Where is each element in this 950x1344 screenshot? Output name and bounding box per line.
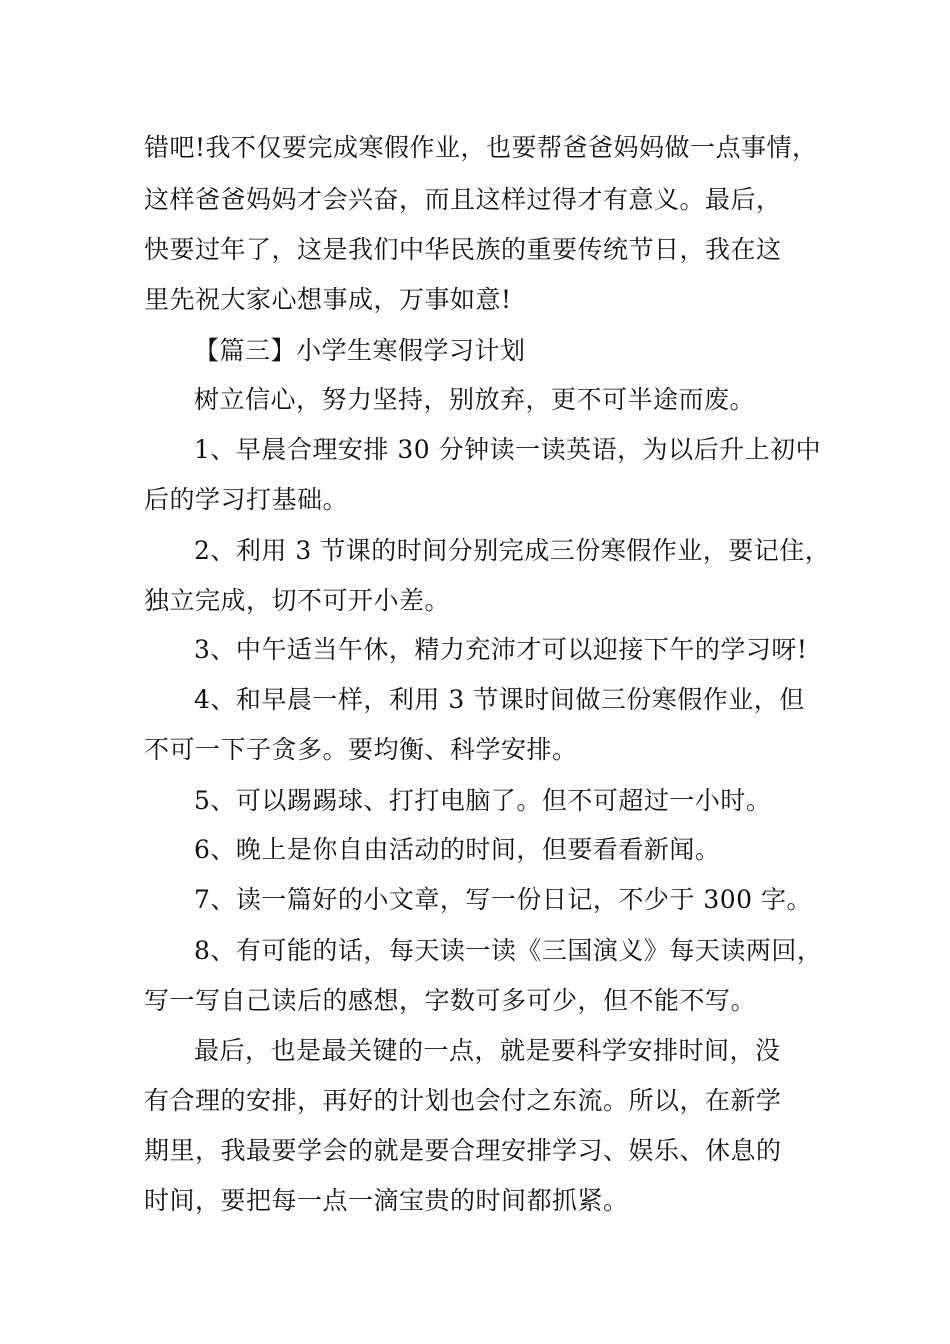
list-item: 7、读一篇好的小文章，写一份日记，不少于 300 字。 — [194, 885, 813, 914]
list-item: 6、晚上是你自由活动的时间，但要看看新闻。 — [194, 835, 721, 864]
text-line: 写一写自己读后的感想，字数可多可少，但不能不写。 — [144, 986, 757, 1015]
text-line: 里先祝大家心想事成，万事如意! — [144, 285, 512, 314]
text-line: 有合理的安排，再好的计划也会付之东流。所以，在新学 — [144, 1086, 782, 1115]
list-item: 1、早晨合理安排 30 分钟读一读英语，为以后升上初中 — [194, 435, 822, 464]
text-line: 树立信心，努力坚持，别放弃，更不可半途而废。 — [194, 385, 756, 414]
section-heading: 【篇三】小学生寒假学习计划 — [194, 336, 526, 365]
text-line: 期里，我最要学会的就是要合理安排学习、娱乐、休息的 — [144, 1136, 782, 1165]
list-item: 8、有可能的话，每天读一读《三国演义》每天读两回， — [194, 936, 823, 965]
list-item: 2、利用 3 节课的时间分别完成三份寒假作业，要记住， — [194, 536, 831, 565]
text-line: 独立完成，切不可开小差。 — [144, 586, 451, 615]
list-item: 4、和早晨一样，利用 3 节课时间做三份寒假作业，但 — [194, 685, 805, 714]
text-line: 快要过年了，这是我们中华民族的重要传统节日，我在这 — [144, 235, 782, 264]
text-line: 错吧!我不仅要完成寒假作业，也要帮爸爸妈妈做一点事情， — [144, 133, 818, 162]
list-item: 3、中午适当午休，精力充沛才可以迎接下午的学习呀! — [194, 635, 808, 664]
text-line: 后的学习打基础。 — [144, 485, 349, 514]
text-line: 这样爸爸妈妈才会兴奋，而且这样过得才有意义。最后， — [144, 185, 782, 214]
text-line: 时间，要把每一点一滴宝贵的时间都抓紧。 — [144, 1186, 629, 1215]
list-item: 5、可以踢踢球、打打电脑了。但不可超过一小时。 — [194, 786, 772, 815]
text-line: 最后，也是最关键的一点，就是要科学安排时间，没 — [194, 1036, 781, 1065]
text-line: 不可一下子贪多。要均衡、科学安排。 — [144, 735, 578, 764]
